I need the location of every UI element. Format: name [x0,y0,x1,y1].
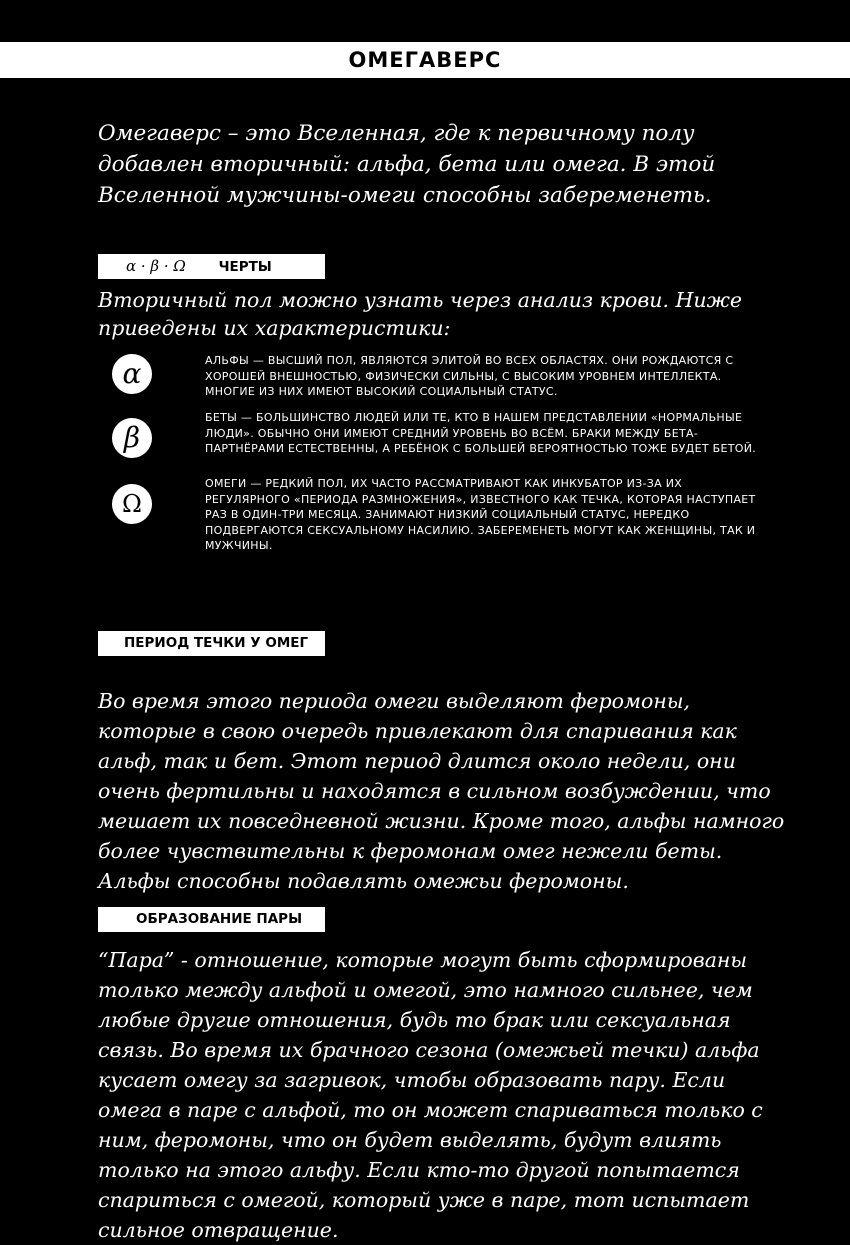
traits-intro-paragraph: Вторичный пол можно узнать через анализ крови. Ниже приведены их характеристики: [98,288,742,340]
alpha-symbol-icon: α [112,354,152,394]
heat-section-label: ПЕРИОД ТЕЧКИ У ОМЕГ [98,631,325,656]
heat-paragraph: Во время этого периода омеги выделяют феромоны, которые в свою очередь привлекают для спаривания как альф, так и бет. Этот период длится около недели, они очень фертильны и находятся в сильном возбуждении, что мешает их повседневной жизни. Кроме того, альфы намного более чувствительны к феромонам омег нежели беты. Альфы способны подавлять омежьи феромоны. [98,689,785,893]
traits-label-text: ЧЕРТЫ [218,259,272,275]
greek-symbols-label: α · β · Ω [126,257,186,275]
omega-symbol-icon: Ω [112,484,152,524]
page-title: ОМЕГАВЕРС [0,42,850,78]
beta-symbol-icon: β [112,418,152,458]
pair-section-label: ОБРАЗОВАНИЕ ПАРЫ [98,907,325,932]
pair-paragraph: “Пара” - отношение, которые могут быть сформированы только между альфой и омегой, это намного сильнее, чем любые другие отношения, будь то брак или сексуальная связь. Во время их брачного сезона (омежьей течки) альфа кусает омегу за загривок, чтобы образовать пару. Если омега в паре с альфой, то он может спариваться только с ним, феромоны, что он будет выделять, будут влиять только на этого альфу. Если кто-то другой попытается спариться с омегой, который уже в паре, тот испытает сильное отвращение. [98,948,763,1242]
omega-description: ОМЕГИ — РЕДКИЙ ПОЛ, ИХ ЧАСТО РАССМАТРИВАЮТ КАК ИНКУБАТОР ИЗ-ЗА ИХ РЕГУЛЯРНОГО «ПЕРИОДА РАЗМНОЖЕНИЯ», ИЗВЕСТНОГО КАК ТЕЧКА, КОТОРАЯ НАСТУПАЕТ РАЗ В ОДИН-ТРИ МЕСЯЦА. ЗАНИМАЮТ НИЗКИЙ СОЦИАЛЬНЫЙ СТАТУС, НЕРЕДКО ПОДВЕРГАЮТСЯ СЕКСУАЛЬНОМУ НАСИЛИЮ. ЗАБЕРЕМЕНЕТЬ МОГУТ КАК ЖЕНЩИНЫ, ТАК И МУЖЧИНЫ. [205,477,756,552]
alpha-description: АЛЬФЫ — ВЫСШИЙ ПОЛ, ЯВЛЯЮТСЯ ЭЛИТОЙ ВО ВСЕХ ОБЛАСТЯХ. ОНИ РОЖДАЮТСЯ С ХОРОШЕЙ ВНЕШНОСТЬЮ, ФИЗИЧЕСКИ СИЛЬНЫ, С ВЫСОКИМ УРОВНЕМ ИНТЕЛЛЕКТА. МНОГИЕ ИЗ НИХ ИМЕЮТ ВЫСОКИЙ СОЦИАЛЬНЫЙ СТАТУС. [205,354,734,398]
traits-section-label [98,254,325,279]
beta-description: БЕТЫ — БОЛЬШИНСТВО ЛЮДЕЙ ИЛИ ТЕ, КТО В НАШЕМ ПРЕДСТАВЛЕНИИ «НОРМАЛЬНЫЕ ЛЮДИ». ОБЫЧНО ОНИ ИМЕЮТ СРЕДНИЙ УРОВЕНЬ ВО ВСЁМ. БРАКИ МЕЖДУ БЕТА-ПАРТНЁРАМИ ЕСТЕСТВЕННЫ, А РЕБЁНОК С БОЛЬШЕЙ ВЕРОЯТНОСТЬЮ ТОЖЕ БУДЕТ БЕТОЙ. [205,411,757,455]
intro-paragraph: Омегаверс – это Вселенная, где к первичному полу добавлен вторичный: альфа, бета или омега. В этой Вселенной мужчины-омеги способны забеременеть. [98,121,716,208]
